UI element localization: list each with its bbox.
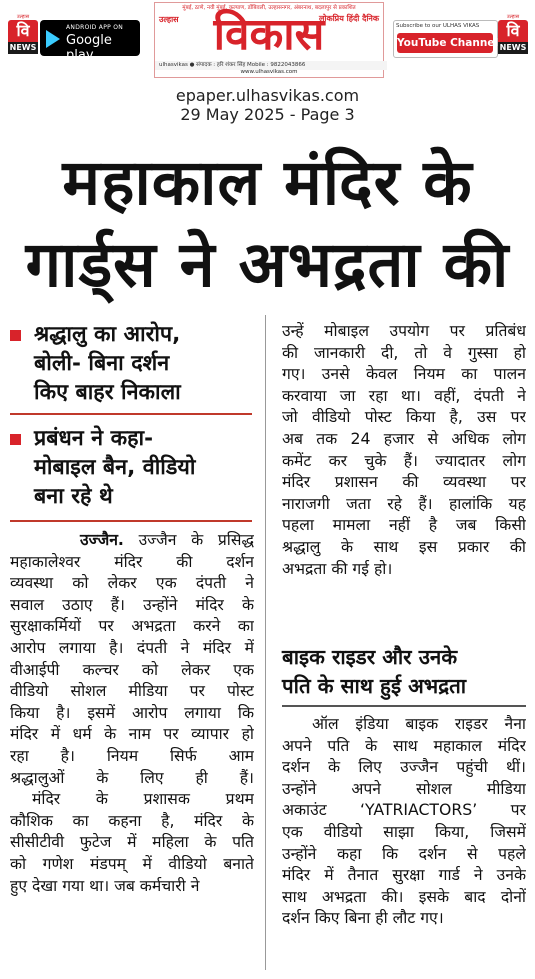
text-line [10,788,254,810]
text-line [10,680,254,702]
text-line-content: की जानकारी दी, तो वे गुस्सा हो [282,342,526,362]
bullet-2-line-2: मोबाइल बैन, वीडियो [34,455,196,480]
youtube-channel-badge[interactable] [393,20,498,58]
text-line-content: जो वीडियो पोस्ट किया है, उस पर [282,407,526,427]
text-line [10,702,254,724]
text-line [282,886,526,908]
dateline: उज्जैन. [80,530,124,549]
text-line-content: कौशिक का कहना है, मंदिर के [10,810,254,830]
text-line [10,615,254,637]
text-line [282,907,526,929]
highlight-bullet-2 [10,424,252,511]
text-line-content: मंदिर में धर्म के नाम पर व्यापार हो [10,724,254,744]
ulhas-vikas-news-logo-right [498,14,528,54]
text-line-content: वीआईपी कल्चर को लेकर एक [10,659,254,679]
text-line-content: पहला मामला नहीं है जब किसी [282,515,526,535]
text-line-content: सवाल उठाए हैं। उन्होंने मंदिर के [10,594,254,614]
sub-headline [282,643,526,701]
badge-right-news: NEWS [499,43,527,52]
text-line-content: गए। उनसे केवल नियम का पालन [282,364,526,384]
epaper-url: epaper.ulhasvikas.com [175,86,360,105]
article-headline [0,142,535,306]
text-line-content: करवाया जा रहा था। वहीं, दंपती ने [282,385,526,405]
badge-right-top: उल्हास [506,14,520,20]
text-line-content: मंदिर के प्रशासक प्रथम [32,789,254,809]
bullet-1-line-2: बोली- बिना दर्शन [34,351,170,376]
youtube-channel-text: YouTube Channel [397,37,499,49]
text-line [282,843,526,865]
text-line [10,853,254,875]
text-line-content: अपने पति के साथ महाकाल मंदिर [282,735,526,755]
ulhas-vikas-news-logo-left [8,14,38,54]
play-store-icon [46,30,60,48]
text-line [282,778,526,800]
subhead-divider [282,705,526,707]
text-line [10,659,254,681]
text-line-content: उन्हें मोबाइल उपयोग पर प्रतिबंध [282,321,526,340]
text-line-content: नाराजगी जता रहे हैं। हालांकि यह [282,493,526,513]
article-body-right-column-top [282,320,526,579]
article-body-right-column-bottom [282,713,526,929]
text-line [282,428,526,450]
bullet-1-line-1: श्रद्धालु का आरोप, [34,322,181,347]
text-line-content: अब तक 24 हजार से अधिक लोग [282,428,526,448]
text-line [282,363,526,385]
text-line-content: हुए देखा गया था। जब कर्मचारी ने [10,875,200,895]
text-line-content: दर्शन के लिए उज्जैन पहुंची थीं। [282,757,526,777]
text-line-content: मंदिर प्रशासन की व्यवस्था पर [282,472,526,492]
masthead [154,2,384,78]
text-line [282,514,526,536]
text-line [10,745,254,767]
google-play-badge[interactable] [40,20,140,63]
text-line-content: आरोप लगाया है। दंपती ने मंदिर में [10,637,254,657]
text-line-content: उज्जैन के प्रसिद्ध [138,530,254,549]
text-line-content: श्रद्धालुओं के लिए ही हैं। [10,767,254,787]
text-line-content: महाकालेश्वर मंदिर की दर्शन [10,551,254,571]
text-line-content: अकाउंट ‘YATRIACTORS’ पर [282,800,526,820]
masthead-social-strip: ulhasvikas ● संपादक : हरि शंकर सिंह Mobile : 9822043866 [155,61,387,70]
youtube-subscribe-text: Subscribe to our ULHAS VIKAS [396,23,480,29]
text-line-content: व्यवस्था को लेकर एक दंपती ने [10,573,254,593]
badge-right-letter: वि [498,20,528,42]
text-line [282,406,526,428]
text-line [10,723,254,745]
badge-left-letter: वि [8,20,38,42]
text-line-content: उन्होंने कहा कि दर्शन से पहले [282,843,526,863]
bullet-1-line-3: किए बाहर निकाला [34,380,181,405]
text-line [282,450,526,472]
text-line [10,831,254,853]
masthead-title: विकास [213,9,325,60]
bullet-square-icon [10,330,21,341]
text-line-content: श्रद्धालु के साथ इस प्रकार की [282,536,526,556]
text-line [10,551,254,573]
headline-line-1: महाकाल मंदिर के [62,146,473,219]
bullet-divider-1 [10,413,252,415]
text-line [10,767,254,789]
text-line [282,821,526,843]
text-line [10,572,254,594]
text-line [10,594,254,616]
text-line [282,756,526,778]
bullet-2-line-1: प्रबंधन ने कहा- [34,426,153,451]
text-line-content: रहा है। नियम सिर्फ आम [10,745,254,765]
text-line [282,342,526,364]
text-line [282,864,526,886]
bullet-2-line-3: बना रहे थे [34,484,113,509]
text-line [10,529,254,551]
text-line-content: एक वीडियो साझा किया, जिसमें [282,821,526,841]
subhead-line-1: बाइक राइडर और उनके [282,645,458,669]
text-line-content: कमेंट कर चुके हैं। ज्यादातर लोग [282,450,526,470]
masthead-cities: मुंबई, ठाणे, नवी मुंबई, कल्याण, डोंबिवली, उल्हासनगर, अंबरनाथ, बदलापुर से प्रकाशित [155,3,383,13]
masthead-website: www.ulhasvikas.com [240,69,298,75]
subhead-line-2: पति के साथ हुई अभद्रता [282,674,467,698]
text-line [282,320,526,342]
text-line-content: मंदिर में तैनात सुरक्षा गार्ड ने उनके [282,865,526,885]
google-play-line1: ANDROID APP ON [66,24,124,31]
text-line [282,493,526,515]
masthead-small-title: उल्हास [159,15,179,24]
text-line [282,471,526,493]
text-line-content: को गणेश मंडपम् में वीडियो बनाते [10,853,254,873]
text-line [10,875,254,897]
epaper-date-page: 29 May 2025 - Page 3 [180,105,355,124]
text-line [10,637,254,659]
text-line [282,735,526,757]
text-line-content: उन्होंने अपने सोशल मीडिया [282,778,526,798]
text-line-content: दर्शन किए बिना ही लौट गए। [282,908,444,928]
bullet-square-icon [10,434,21,445]
text-line-content: ऑल इंडिया बाइक राइडर नैना [312,714,526,733]
text-line [282,385,526,407]
text-line [282,536,526,558]
article-body-left-column [10,529,254,896]
text-line-content: अभद्रता की गई हो। [282,558,393,578]
badge-left-news: NEWS [9,43,37,52]
text-line [10,810,254,832]
highlight-bullet-1 [10,320,252,407]
masthead-tagline: लोकप्रिय हिंदी दैनिक [318,14,379,23]
text-line-content: वीडियो सोशल मीडिया पर पोस्ट [10,681,254,701]
text-line-content: सुरक्षाकर्मियों पर अभद्रता करने का [10,616,254,636]
text-line-content: साथ अभद्रता की। इसके बाद दोनों [282,886,526,906]
text-line-content: सीसीटीवी फुटेज में महिला के पति [10,832,254,852]
text-line-content: किया है। इसमें आरोप लगाया कि [10,702,254,722]
text-line [282,799,526,821]
text-line [282,713,526,735]
headline-line-2: गार्ड्स ने अभद्रता की [25,228,510,301]
bullet-divider-2 [10,520,252,522]
badge-left-top: उल्हास [16,14,30,20]
youtube-channel-bar [397,33,499,53]
google-play-line2: Google play [66,33,112,63]
text-line [282,558,526,580]
column-divider [265,315,266,970]
